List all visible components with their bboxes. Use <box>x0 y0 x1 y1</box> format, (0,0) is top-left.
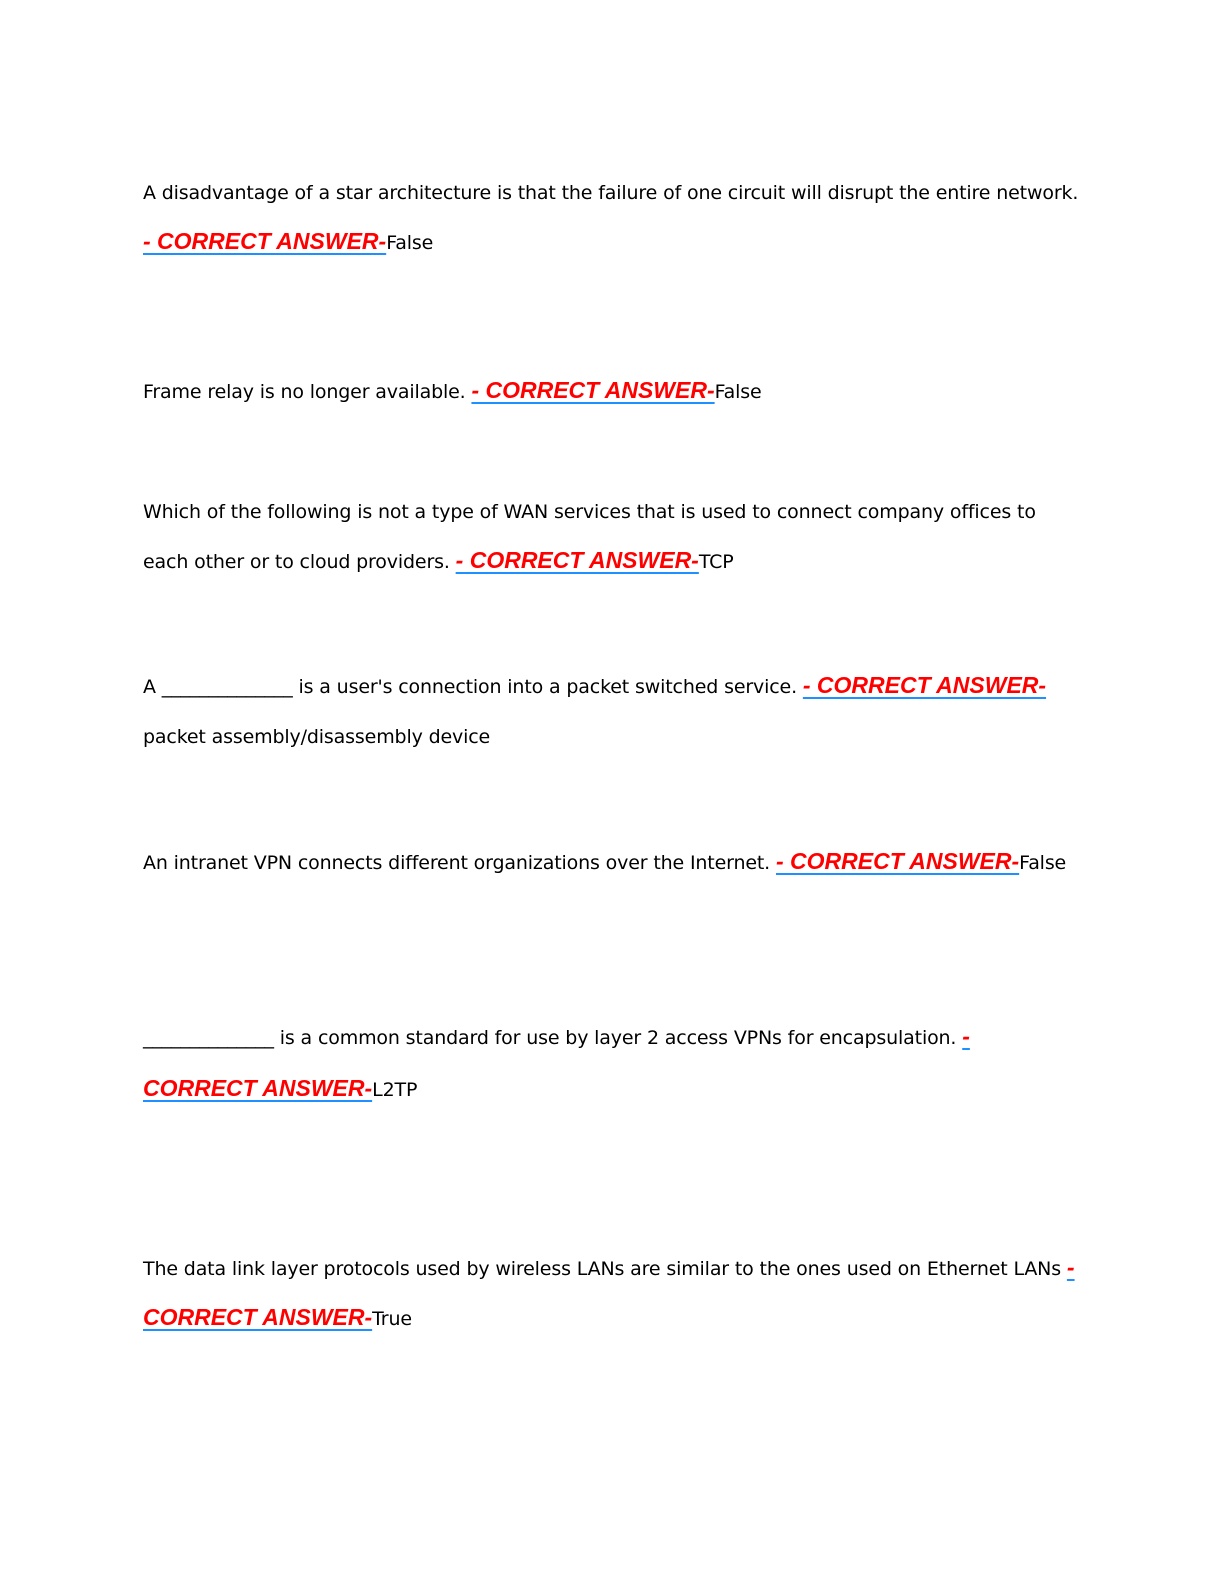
question-text: The data link layer protocols used by wireless LANs are similar to the ones used on Ethernet LANs <box>143 1258 1061 1280</box>
qa-item <box>143 836 1083 888</box>
correct-answer-marker: - CORRECT ANSWER- <box>802 672 1047 698</box>
answer-text: packet assembly/disassembly device <box>143 726 491 748</box>
qa-item <box>143 660 1083 762</box>
qa-item <box>143 1011 1083 1115</box>
answer-text: True <box>372 1308 412 1330</box>
qa-item <box>143 1243 1083 1343</box>
qa-item <box>143 366 1083 416</box>
question-text: A disadvantage of a star architecture is that the failure of one circuit will disrupt the entire network. <box>143 182 1079 204</box>
question-text: Which of the following is not a type of WAN services that is used to connect company offices to each other or to cloud providers. <box>143 501 1036 573</box>
correct-answer-marker: - CORRECT ANSWER- <box>471 377 715 403</box>
answer-text: L2TP <box>372 1079 418 1101</box>
answer-text: TCP <box>698 551 734 573</box>
answer-text: False <box>1019 852 1067 874</box>
correct-answer-marker: - CORRECT ANSWER- <box>143 1254 1075 1330</box>
qa-item <box>143 169 1083 267</box>
question-text: Frame relay is no longer available. <box>143 381 466 403</box>
answer-text: False <box>714 381 762 403</box>
correct-answer-marker: - CORRECT ANSWER- <box>143 228 387 254</box>
qa-item <box>143 488 1083 586</box>
question-text: ______________ is a common standard for use by layer 2 access VPNs for encapsulation. <box>143 1027 957 1049</box>
question-text: A ______________ is a user's connection into a packet switched service. <box>143 676 797 698</box>
answer-text: False <box>386 232 434 254</box>
question-text: An intranet VPN connects different organizations over the Internet. <box>143 852 771 874</box>
correct-answer-marker: - CORRECT ANSWER- <box>143 1023 970 1101</box>
correct-answer-marker: - CORRECT ANSWER- <box>455 547 699 573</box>
correct-answer-marker: - CORRECT ANSWER- <box>775 848 1020 874</box>
